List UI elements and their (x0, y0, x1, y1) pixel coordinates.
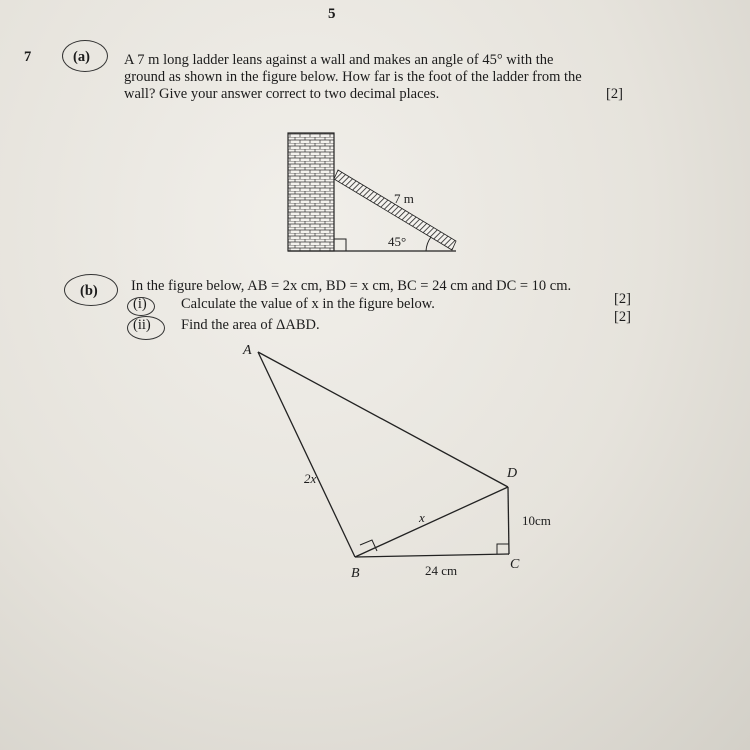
bd-length-label: x (419, 510, 425, 525)
side-bc (355, 554, 509, 557)
side-bd (355, 487, 508, 557)
part-b-i-text: Calculate the value of x in the figure below. (181, 296, 435, 312)
ladder-length-label: 7 m (394, 191, 414, 206)
vertex-a-label: A (243, 343, 252, 358)
right-angle-c (497, 544, 509, 554)
vertex-c-label: C (510, 557, 520, 572)
page-number: 5 (328, 6, 336, 22)
angle-label: 45° (388, 234, 407, 249)
part-a-marks: [2] (606, 86, 623, 102)
part-a-line-2: ground as shown in the figure below. How far is the foot of the ladder from the (124, 69, 582, 85)
part-a-line-3: wall? Give your answer correct to two decimal places. (124, 86, 440, 102)
part-a-label: (a) (73, 49, 90, 65)
dc-length-label: 10cm (522, 513, 551, 528)
part-b-i-marks: [2] (614, 291, 631, 307)
question-number: 7 (24, 49, 32, 65)
bc-length-label: 24 cm (425, 563, 458, 578)
part-b-i-label: (i) (133, 296, 147, 312)
vertex-b-label: B (351, 566, 360, 581)
vertex-d-label: D (507, 466, 518, 481)
part-b-label: (b) (80, 283, 98, 299)
ab-length-label: 2x (304, 471, 317, 486)
part-b-ii-text: Find the area of ΔABD. (181, 317, 320, 333)
side-ad (258, 352, 508, 487)
right-angle-b (360, 540, 377, 551)
part-b-ii-marks: [2] (614, 309, 631, 325)
side-ab (258, 352, 355, 557)
part-b-ii-label: (ii) (133, 317, 151, 333)
part-a-line-1: A 7 m long ladder leans against a wall and makes an angle of 45° with the (124, 52, 554, 68)
part-b-intro: In the figure below, AB = 2x cm, BD = x cm, BC = 24 cm and DC = 10 cm. (131, 278, 572, 294)
